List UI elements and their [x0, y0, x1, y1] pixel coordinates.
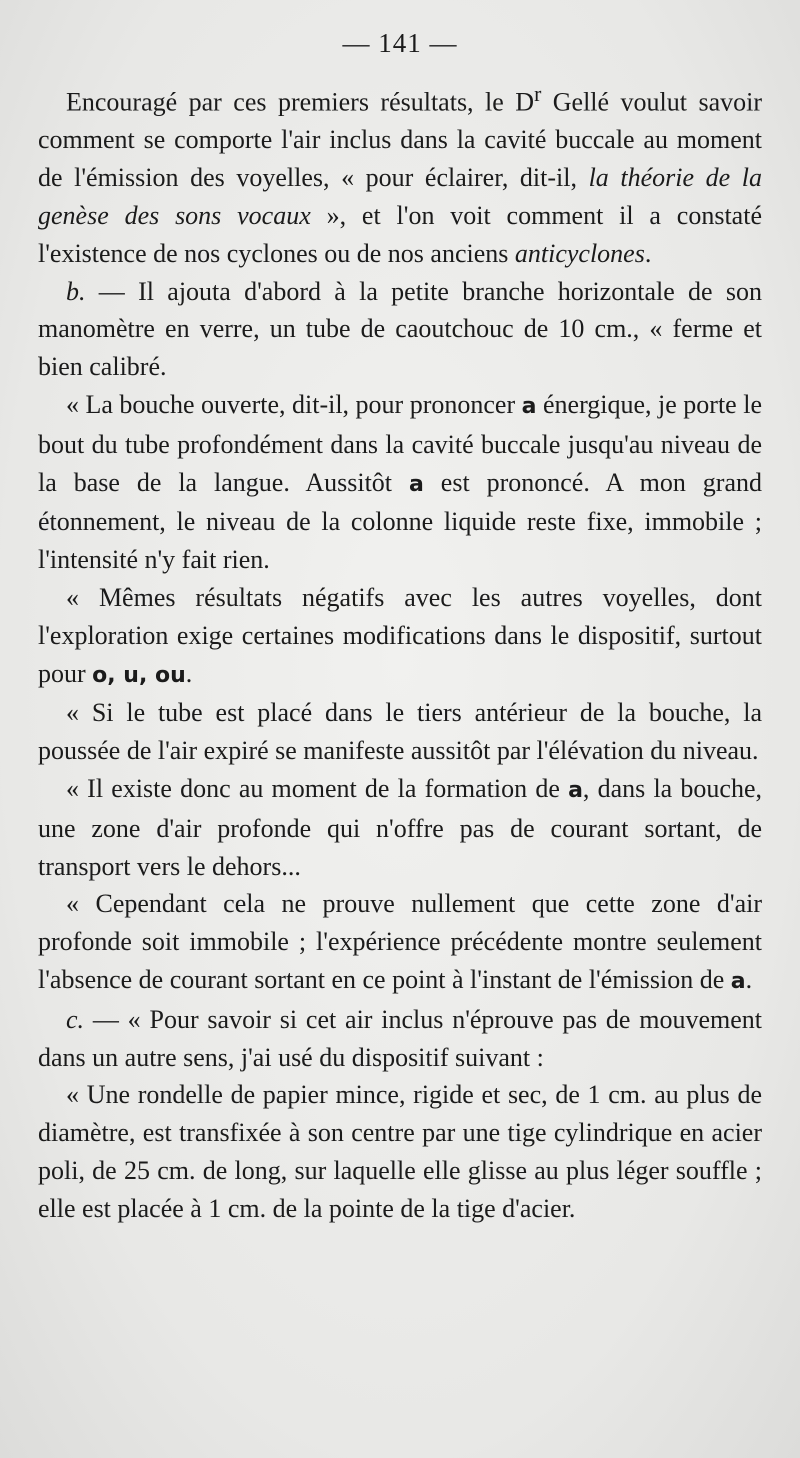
vowel-symbol: a — [730, 968, 746, 994]
italic-text: anticyclones — [514, 238, 645, 268]
text-run: », et l'on voit comment il a constaté l'existence de nos cyclones ou de nos anciens — [38, 201, 762, 268]
vowel-symbol: o, u, ou — [92, 662, 186, 688]
paragraph-p7 — [38, 885, 762, 1000]
paragraph-p3 — [38, 386, 762, 579]
vowel-symbol: a — [521, 394, 537, 420]
text-run: « Il existe donc au moment de la formation de — [66, 774, 569, 803]
paragraph-p6 — [38, 770, 762, 885]
italic-text: la théorie de la genèse des sons vocaux — [38, 163, 763, 231]
text-run: « Mêmes résultats négatifs avec les autres voyelles, dont l'exploration exige certaines modifications dans le dispositif, surtout pour — [38, 583, 762, 688]
paragraph-p5 — [38, 694, 762, 770]
text-run: — Il ajouta d'abord à la petite branche horizontale de son manomètre en verre, un tube de caoutchouc de 10 cm., « ferme et bien calibré. — [38, 276, 762, 382]
text-run: — « Pour savoir si cet air inclus n'éprouve pas de mouvement dans un autre sens, j'ai usé du dispositif suivant : — [38, 1004, 762, 1072]
text-run: . — [185, 658, 193, 688]
text-run: , dans la bouche, une zone d'air profonde qui n'offre pas de courant sortant, de transport vers le dehors... — [38, 774, 762, 881]
paragraph-p4 — [38, 579, 762, 694]
text-run: énergique, je porte le bout du tube profondément dans la cavité buccale jusqu'au niveau de la base de la langue. Aussitôt — [38, 390, 762, 497]
text-run: Encouragé par ces premiers résultats, le D — [66, 87, 535, 117]
text-run: « La bouche ouverte, dit-il, pour prononcer — [66, 390, 522, 420]
text-run: « Une rondelle de papier mince, rigide et sec, de 1 cm. au plus de diamètre, est transfixée à son centre par une tige cylindrique en acier poli, de 25 cm. de long, sur laquelle elle glisse au plus léger souffle ; elle est placée à 1 cm. de la pointe de la tige d'acier. — [38, 1080, 762, 1223]
text-run: « Si le tube est placé dans le tiers antérieur de la bouche, la poussée de l'air expiré se manifeste aussitôt par l'élévation du niveau. — [38, 698, 762, 766]
vowel-symbol: a — [568, 778, 583, 803]
paragraph-p8 — [38, 1001, 762, 1077]
italic-text: c. — [66, 1004, 85, 1034]
paragraph-p1 — [38, 76, 762, 273]
paragraph-p9 — [38, 1076, 762, 1227]
text-run: . — [745, 964, 753, 994]
italic-text: b. — [66, 276, 86, 306]
text-run: « Cependant cela ne prouve nullement que cette zone d'air profonde soit immobile ; l'expérience précédente montre seulement l'absence de courant sortant en ce point à l'instant de l'émission de — [38, 889, 762, 994]
superscript: r — [534, 82, 542, 106]
text-run: est prononcé. A mon grand étonnement, le niveau de la colonne liquide reste fixe, immobile ; l'intensité n'y fait rien. — [38, 467, 763, 575]
text-run: Gellé voulut savoir comment se comporte l'air inclus dans la cavité buccale au moment de l'émission des voyelles, « pour éclairer, dit-il, — [38, 87, 762, 193]
page-number: — 141 — — [342, 28, 458, 58]
page-body — [38, 76, 762, 1228]
paragraph-p2 — [38, 273, 762, 386]
text-run: . — [644, 238, 652, 268]
vowel-symbol: a — [408, 471, 424, 497]
